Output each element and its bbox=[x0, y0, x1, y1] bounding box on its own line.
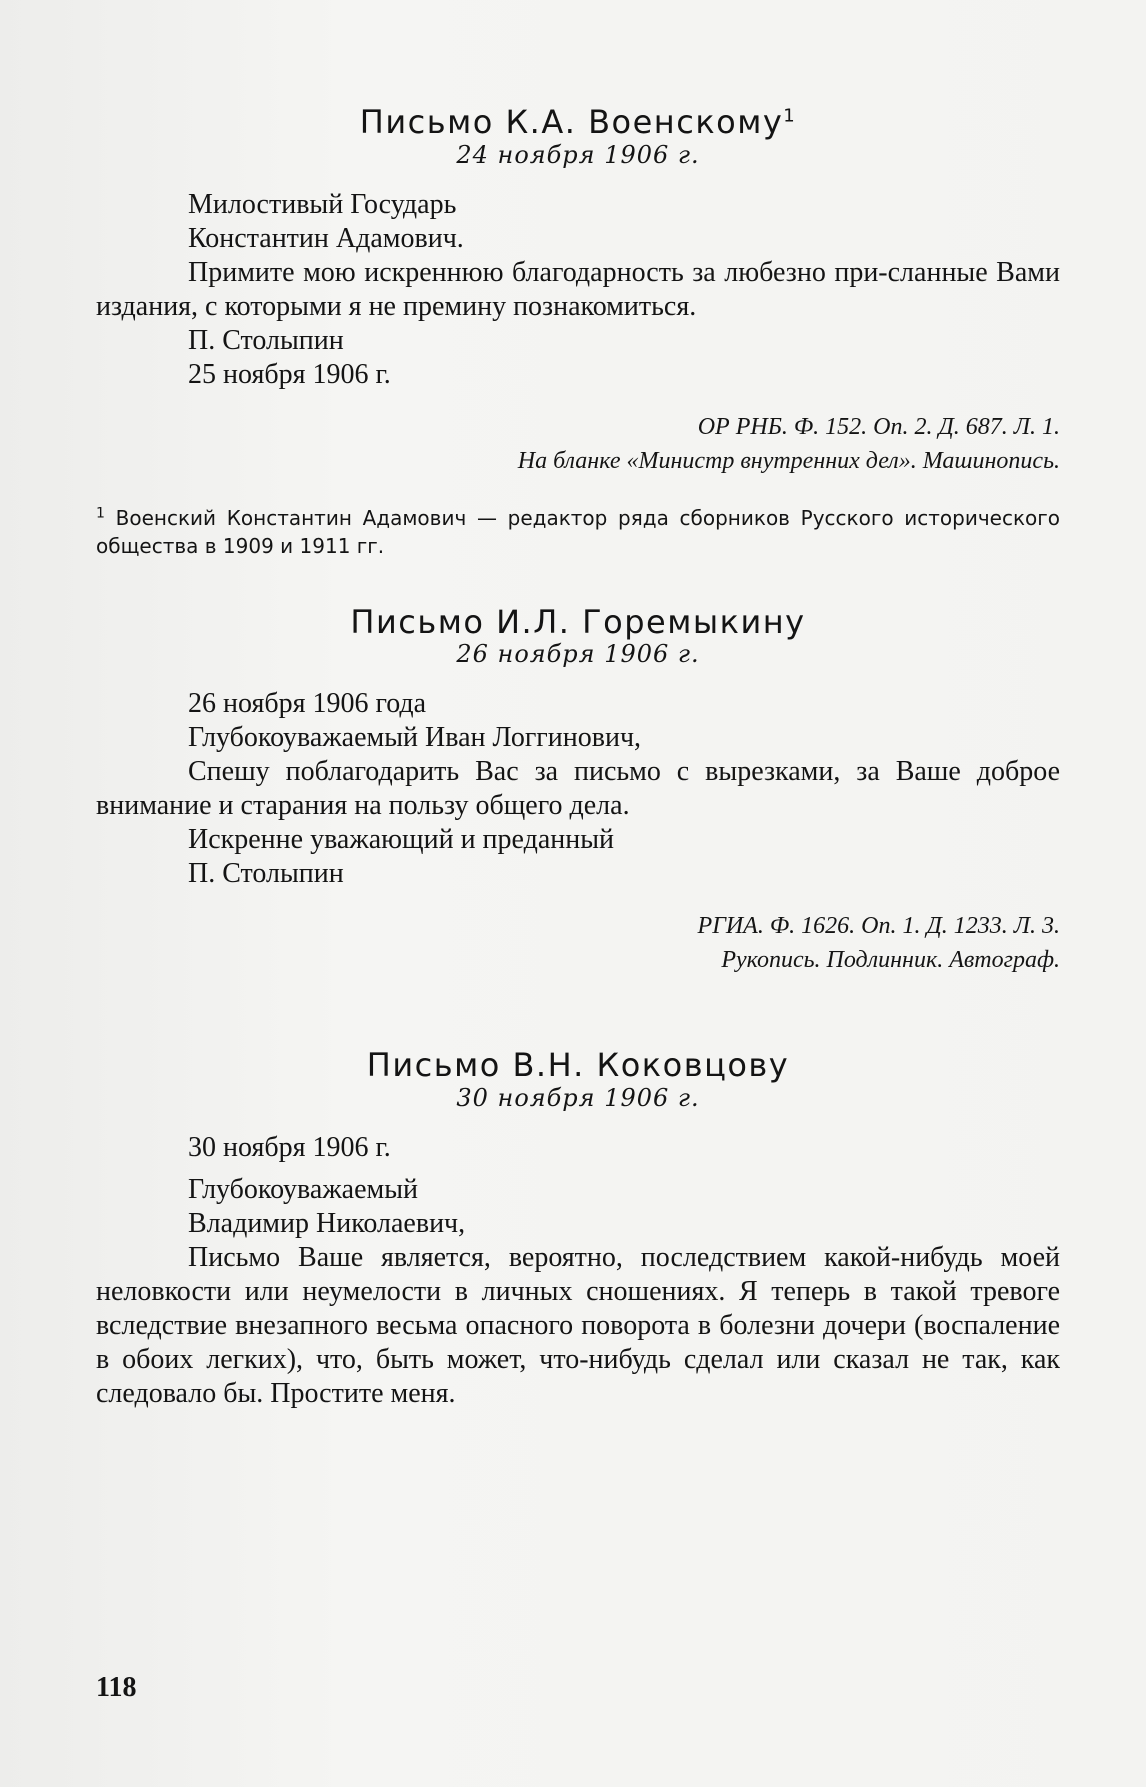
salutation: Милостивый Государь bbox=[188, 188, 457, 220]
letter-body: Спешу поблагодарить Вас за письмо с вырезками, за Ваше доброе внимание и старания на пользу общего дела. bbox=[96, 756, 1060, 822]
salutation: Глубокоуважаемый Иван Логгинович, bbox=[188, 722, 642, 754]
letter-kokovtsov bbox=[96, 1047, 1060, 1411]
letter-voensky bbox=[96, 104, 1060, 478]
footnote-mark: 1 bbox=[96, 504, 105, 521]
archive-reference: РГИА. Ф. 1626. Оп. 1. Д. 1233. Л. 3. bbox=[697, 913, 1060, 940]
page-content bbox=[96, 104, 1060, 1411]
footnote-text: Военский Константин Адамович — редактор ряда сборников Русского исторического общества в 1909 и 1911 гг. bbox=[96, 505, 1061, 558]
page-number: 118 bbox=[96, 1672, 137, 1703]
footnote bbox=[96, 504, 1060, 560]
signature: П. Столыпин bbox=[188, 324, 344, 356]
letter-date: 30 ноября 1906 г. bbox=[456, 1083, 700, 1112]
footnote-reference[interactable]: 1 bbox=[783, 105, 797, 127]
salutation-name: Владимир Николаевич, bbox=[188, 1207, 466, 1239]
letter-title-text: Письмо К.А. Военскому bbox=[359, 103, 784, 141]
letter-body: Примите мою искреннюю благодарность за любезно при-сланные Вами издания, с которыми я не премину познакомиться. bbox=[96, 256, 1060, 322]
signed-date: 25 ноября 1906 г. bbox=[188, 358, 391, 390]
letter-date: 26 ноября 1906 г. bbox=[456, 640, 700, 669]
archive-note: Рукопись. Подлинник. Автограф. bbox=[721, 947, 1060, 974]
letter-title bbox=[96, 104, 1060, 141]
letter-date: 24 ноября 1906 г. bbox=[456, 140, 700, 169]
signature: П. Столыпин bbox=[188, 858, 344, 890]
salutation: Глубокоуважаемый bbox=[188, 1173, 419, 1205]
header-date: 30 ноября 1906 г. bbox=[188, 1131, 391, 1163]
letter-title: Письмо И.Л. Горемыкину bbox=[350, 602, 806, 641]
archive-note: На бланке «Министр внутренних дел». Машинопись. bbox=[517, 447, 1060, 474]
letter-goremykin bbox=[96, 604, 1060, 978]
archive-reference: ОР РНБ. Ф. 152. Оп. 2. Д. 687. Л. 1. bbox=[697, 413, 1060, 440]
closing: Искренне уважающий и преданный bbox=[188, 824, 615, 856]
header-date: 26 ноября 1906 года bbox=[188, 688, 427, 720]
letter-title: Письмо В.Н. Коковцову bbox=[366, 1046, 790, 1085]
letter-body: Письмо Ваше является, вероятно, последствием какой-нибудь моей неловкости или неумелости в личных сношениях. Я теперь в такой тревоге вследствие внезапного весьма опасного поворота в болезни дочери (воспаление в обоих легких), что, быть может, что-нибудь сделал или сказал не так, как следовало бы. Простите меня. bbox=[96, 1241, 1060, 1409]
salutation-name: Константин Адамович. bbox=[188, 222, 464, 254]
